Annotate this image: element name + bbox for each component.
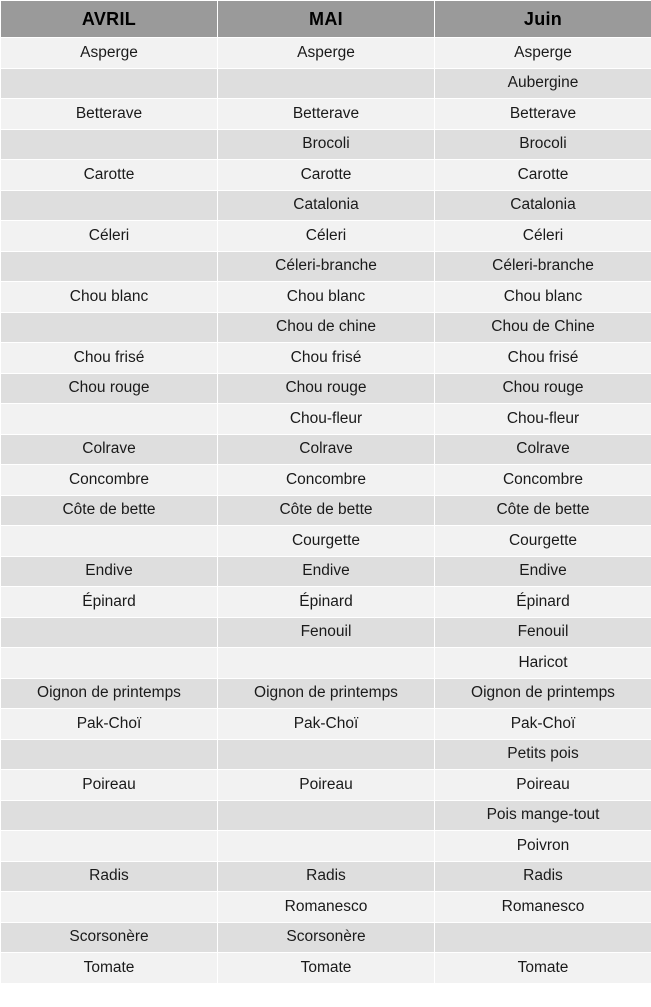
- table-row: [1, 343, 651, 374]
- table-cell: Céleri: [218, 221, 435, 252]
- table-cell: Chou frisé: [218, 343, 435, 374]
- table-cell: [218, 648, 435, 679]
- table-cell: [435, 922, 651, 953]
- table-row: [1, 312, 651, 343]
- table-cell: Romanesco: [435, 892, 651, 923]
- table-cell: Tomate: [218, 953, 435, 984]
- table-cell: Catalonia: [435, 190, 651, 221]
- table-cell: Chou de Chine: [435, 312, 651, 343]
- table-row: [1, 38, 651, 69]
- table-row: [1, 648, 651, 679]
- table-row: [1, 831, 651, 862]
- table-cell: Courgette: [435, 526, 651, 557]
- table-cell: Pois mange-tout: [435, 800, 651, 831]
- table-row: [1, 99, 651, 130]
- table-cell: Épinard: [435, 587, 651, 618]
- table-cell: [1, 739, 218, 770]
- table-row: [1, 495, 651, 526]
- table-row: [1, 434, 651, 465]
- column-header-mai: MAI: [218, 1, 435, 38]
- table-cell: Petits pois: [435, 739, 651, 770]
- table-cell: Endive: [1, 556, 218, 587]
- table-cell: Tomate: [435, 953, 651, 984]
- table-cell: Pak-Choï: [435, 709, 651, 740]
- table-cell: Oignon de printemps: [218, 678, 435, 709]
- table-cell: [1, 831, 218, 862]
- table-cell: Colrave: [218, 434, 435, 465]
- table-cell: Épinard: [218, 587, 435, 618]
- table-cell: [218, 831, 435, 862]
- table-row: [1, 617, 651, 648]
- table-cell: Chou blanc: [1, 282, 218, 313]
- table-cell: Chou rouge: [218, 373, 435, 404]
- table-cell: [1, 648, 218, 679]
- table-cell: Chou rouge: [435, 373, 651, 404]
- table-cell: Côte de bette: [1, 495, 218, 526]
- table-cell: Fenouil: [435, 617, 651, 648]
- table-cell: Chou rouge: [1, 373, 218, 404]
- table-row: [1, 68, 651, 99]
- table-cell: Concombre: [218, 465, 435, 496]
- table-cell: Brocoli: [218, 129, 435, 160]
- table-cell: Pak-Choï: [1, 709, 218, 740]
- table-cell: Haricot: [435, 648, 651, 679]
- table-cell: Chou blanc: [218, 282, 435, 313]
- table-cell: Betterave: [1, 99, 218, 130]
- table-cell: Fenouil: [218, 617, 435, 648]
- table-cell: Carotte: [435, 160, 651, 191]
- table-row: [1, 556, 651, 587]
- table-row: [1, 129, 651, 160]
- table-row: [1, 526, 651, 557]
- table-cell: [218, 800, 435, 831]
- table-cell: Céleri: [1, 221, 218, 252]
- table-row: [1, 800, 651, 831]
- table-body: [1, 38, 651, 984]
- table-cell: Chou de chine: [218, 312, 435, 343]
- table-cell: [1, 404, 218, 435]
- table-row: [1, 587, 651, 618]
- table-row: [1, 678, 651, 709]
- table-cell: Chou blanc: [435, 282, 651, 313]
- table-cell: [1, 251, 218, 282]
- table-cell: [1, 617, 218, 648]
- table-row: [1, 953, 651, 984]
- table-cell: Poireau: [1, 770, 218, 801]
- table-row: [1, 709, 651, 740]
- table-cell: [1, 190, 218, 221]
- table-cell: Asperge: [435, 38, 651, 69]
- table-cell: Catalonia: [218, 190, 435, 221]
- table-cell: Concombre: [1, 465, 218, 496]
- table-cell: [1, 129, 218, 160]
- table-header: [1, 1, 651, 38]
- table-cell: [218, 68, 435, 99]
- table-cell: Colrave: [435, 434, 651, 465]
- table-cell: [1, 892, 218, 923]
- table-cell: Chou frisé: [1, 343, 218, 374]
- table-cell: Asperge: [1, 38, 218, 69]
- table-cell: Concombre: [435, 465, 651, 496]
- table-cell: Chou-fleur: [435, 404, 651, 435]
- table-cell: [1, 526, 218, 557]
- table-cell: Brocoli: [435, 129, 651, 160]
- table-row: [1, 221, 651, 252]
- table-cell: Aubergine: [435, 68, 651, 99]
- table-cell: Asperge: [218, 38, 435, 69]
- table-header-row: [1, 1, 651, 38]
- table-row: [1, 465, 651, 496]
- table-cell: Poireau: [435, 770, 651, 801]
- table-cell: Radis: [1, 861, 218, 892]
- table-cell: Céleri: [435, 221, 651, 252]
- table-cell: Côte de bette: [435, 495, 651, 526]
- table-cell: [218, 739, 435, 770]
- table-cell: Radis: [435, 861, 651, 892]
- table-cell: Oignon de printemps: [1, 678, 218, 709]
- column-header-avril: AVRIL: [1, 1, 218, 38]
- table-cell: Pak-Choï: [218, 709, 435, 740]
- table-row: [1, 251, 651, 282]
- table-cell: Oignon de printemps: [435, 678, 651, 709]
- table-cell: Poivron: [435, 831, 651, 862]
- table-cell: Radis: [218, 861, 435, 892]
- table-cell: Courgette: [218, 526, 435, 557]
- table-cell: Endive: [218, 556, 435, 587]
- table-row: [1, 922, 651, 953]
- table-cell: Côte de bette: [218, 495, 435, 526]
- table-cell: Poireau: [218, 770, 435, 801]
- table-cell: Tomate: [1, 953, 218, 984]
- table-row: [1, 160, 651, 191]
- table-cell: Romanesco: [218, 892, 435, 923]
- table-cell: [1, 312, 218, 343]
- table-cell: Épinard: [1, 587, 218, 618]
- table-row: [1, 770, 651, 801]
- table-row: [1, 282, 651, 313]
- table-cell: Colrave: [1, 434, 218, 465]
- table-cell: Céleri-branche: [218, 251, 435, 282]
- table-row: [1, 190, 651, 221]
- table-row: [1, 404, 651, 435]
- table-row: [1, 861, 651, 892]
- table-row: [1, 739, 651, 770]
- table-cell: Betterave: [435, 99, 651, 130]
- table-cell: Endive: [435, 556, 651, 587]
- table-cell: Carotte: [218, 160, 435, 191]
- table-cell: [1, 68, 218, 99]
- column-header-juin: Juin: [435, 1, 651, 38]
- table-cell: Scorsonère: [218, 922, 435, 953]
- table-row: [1, 373, 651, 404]
- table-cell: Carotte: [1, 160, 218, 191]
- table-cell: Scorsonère: [1, 922, 218, 953]
- table-cell: Chou frisé: [435, 343, 651, 374]
- table-cell: [1, 800, 218, 831]
- table-cell: Céleri-branche: [435, 251, 651, 282]
- table-cell: Betterave: [218, 99, 435, 130]
- table-cell: Chou-fleur: [218, 404, 435, 435]
- table-row: [1, 892, 651, 923]
